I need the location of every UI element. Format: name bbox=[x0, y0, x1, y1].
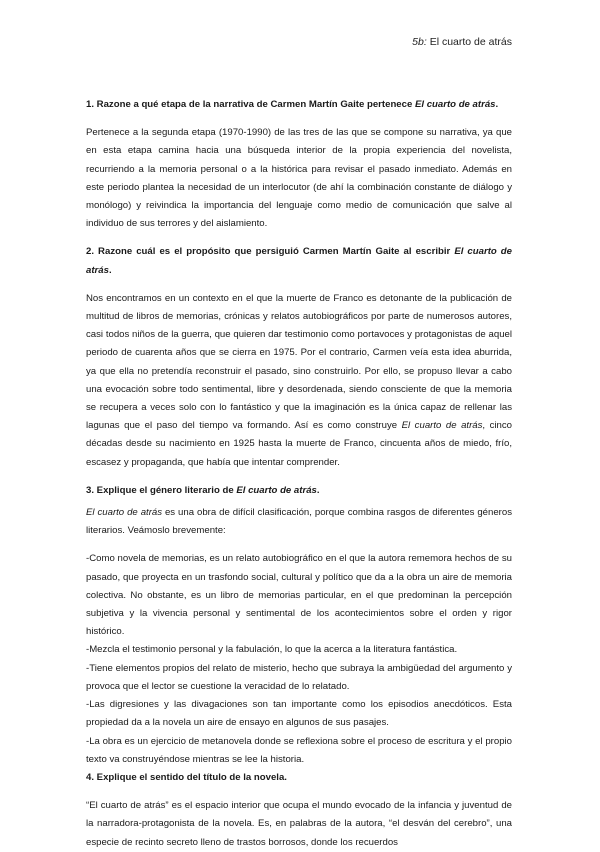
page-number: 5b: bbox=[412, 36, 427, 48]
work-title: El cuarto de atrás bbox=[401, 420, 483, 432]
work-title: El cuarto de atrás bbox=[236, 484, 317, 496]
question-2: 2. Razone cuál es el propósito que persiguió Carmen Martín Gaite al escribir El cuarto de atrás. bbox=[86, 246, 512, 276]
document-body bbox=[86, 96, 512, 852]
page-header bbox=[412, 36, 512, 48]
list-item: -Como novela de memorias, es un relato autobiográfico en el que la autora rememora hechos de su pasado, que proyecta en un trasfondo social, cultural y político que da a la obra un aire de memoria colectiva. No obstante, es un libro de memorias particular, en el que predominan la percepción subjetiva y la vivencia personal y sentimental de los acontecimientos sobre el orden y rigor histórico. bbox=[86, 553, 512, 638]
question-1: 1. Razone a qué etapa de la narrativa de Carmen Martín Gaite pertenece El cuarto de atrás. bbox=[86, 99, 499, 110]
answer-4: “El cuarto de atrás” es el espacio interior que ocupa el mundo evocado de la infancia y juventud de la narradora-protagonista de la novela. Es, en palabras de la autora, “el desván del cerebro”, una especie de recinto secreto lleno de trastos borrosos, donde los recuerdos bbox=[86, 800, 512, 848]
answer-3-intro: El cuarto de atrás es una obra de difícil clasificación, porque combina rasgos de diferentes géneros literarios. Veámoslo brevemente: bbox=[86, 507, 512, 537]
question-3: 3. Explique el género literario de El cuarto de atrás. bbox=[86, 484, 320, 496]
list-item: -Tiene elementos propios del relato de misterio, hecho que subraya la ambigüedad del argumento y provoca que el lector se cuestione la veracidad de lo relatado. bbox=[86, 662, 512, 692]
list-item: -Mezcla el testimonio personal y la fabulación, lo que la acerca a la literatura fantástica. bbox=[86, 644, 458, 656]
work-title: El cuarto de atrás bbox=[414, 99, 496, 110]
answer-1: Pertenece a la segunda etapa (1970-1990) de las tres de las que se compone su narrativa, ya que en esta etapa camina hacia una búsqueda interior de la propia experiencia del novelista, recurriendo a la memoria personal o a la histórica para revisar el pasado inmediato. Además en este periodo plantea la necesidad de un interlocutor (de ahí la combinación constante de diálogo y monólogo) y reivindica la importancia del lenguaje como medio de comunicación que salve al individuo de sus terrores y del aislamiento. bbox=[86, 127, 512, 230]
work-title: El cuarto de atrás bbox=[86, 246, 512, 276]
genre-list bbox=[86, 550, 512, 768]
header-title: El cuarto de atrás bbox=[429, 36, 512, 48]
list-item: -Las digresiones y las divagaciones son tan importante como los episodios anecdóticos. Esta propiedad da a la novela un aire de ensayo en algunos de sus pasajes. bbox=[86, 699, 512, 729]
work-title: El cuarto de atrás bbox=[86, 507, 163, 519]
answer-2: Nos encontramos en un contexto en el que la muerte de Franco es detonante de la publicación de multitud de libros de memorias, crónicas y relatos autobiográficos por parte de numerosos autores, casi todos niños de la guerra, que quieren dar testimonio como portavoces y protagonistas de aquel periodo de cuarenta años que se cierra en 1975. Por el contrario, Carmen veía esta idea aburrida, ya que ella no pretendía reconstruir el pasado, sino construirlo. Por ello, se propuso llevar a cabo una evocación sobre todo sentimental, libre y desordenada, siendo consciente de que la memoria se recupera a veces solo con lo fantástico y que la imaginación es la única capaz de rellenar las lagunas que el paso del tiempo va formando. Así es como construye El cuarto de atrás, cinco décadas desde su nacimiento en 1925 hasta la muerte de Franco, cincuenta años de miedo, frío, escasez y propaganda, que había que intentar comprender. bbox=[86, 292, 512, 468]
question-4: 4. Explique el sentido del título de la novela. bbox=[86, 771, 287, 783]
list-item: -La obra es un ejercicio de metanovela donde se reflexiona sobre el proceso de escritura y el propio texto va construyéndose mientras se lee la historia. bbox=[86, 735, 512, 765]
